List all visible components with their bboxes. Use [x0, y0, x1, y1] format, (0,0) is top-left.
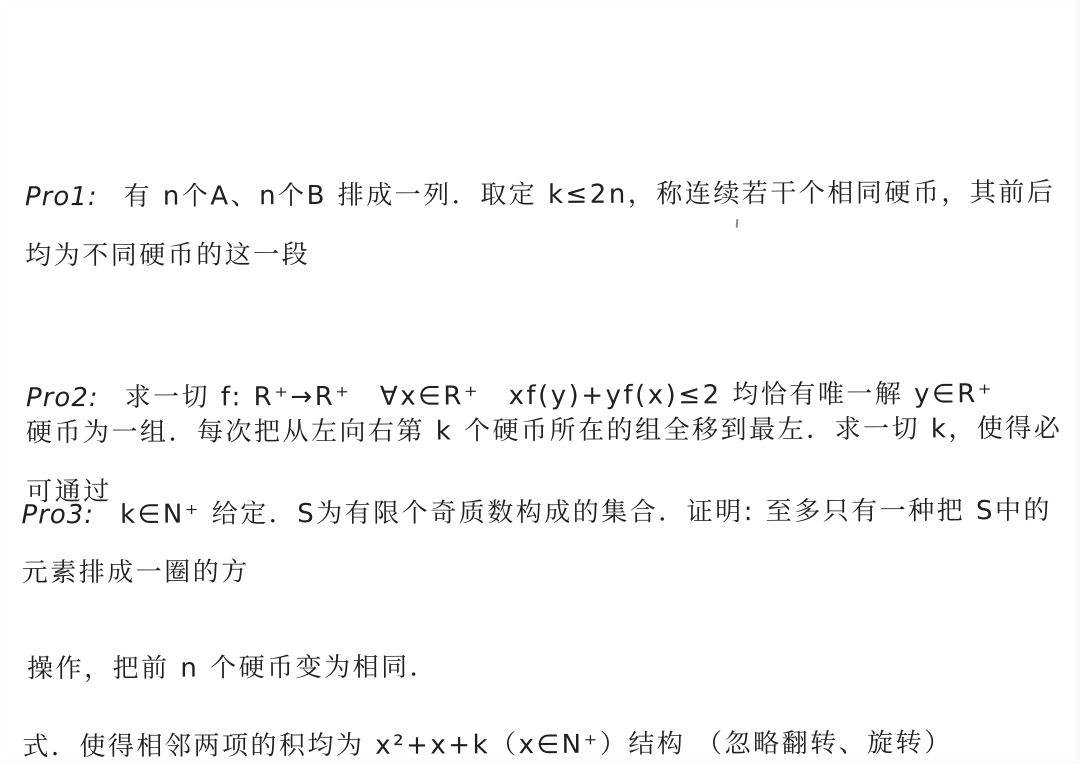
problem-3-line-2: 式．使得相邻两项的积均为 x²+x+k（x∈N⁺）结构 （忽略翻转、旋转） [22, 728, 953, 763]
problem-3-line-1 [21, 482, 1066, 603]
problem-1-text-1: 有 n个A、n个B 排成一列．取定 k≤2n，称连续若干个相同硬币，其前后均为不同硬币的这一段 [25, 177, 1056, 272]
problem-2-text-1: 求一切 f: R⁺→R⁺ ∀x∈R⁺ xf(y)+yf(x)≤2 均恰有唯一解 y∈R⁺ [124, 379, 995, 413]
problem-1-line-3: 操作，把前 n 个硬币变为相同． [26, 652, 439, 685]
problem-3-text-1: k∈N⁺ 给定．S为有限个奇质数构成的集合．证明: 至多只有一种把 S中的元素排成一圈的方 [21, 495, 1053, 589]
problem-2-label: Pro2: [25, 382, 99, 414]
problem-1-line-2: 硬币为一组．每次把从左向右第 k 个硬币所在的组全移到最左．求一切 k，使得必可通过 [25, 413, 1063, 508]
problem-3 [21, 366, 1068, 764]
problem-3-label: Pro3: [21, 499, 95, 531]
problem-1-label: Pro1: [24, 181, 98, 213]
